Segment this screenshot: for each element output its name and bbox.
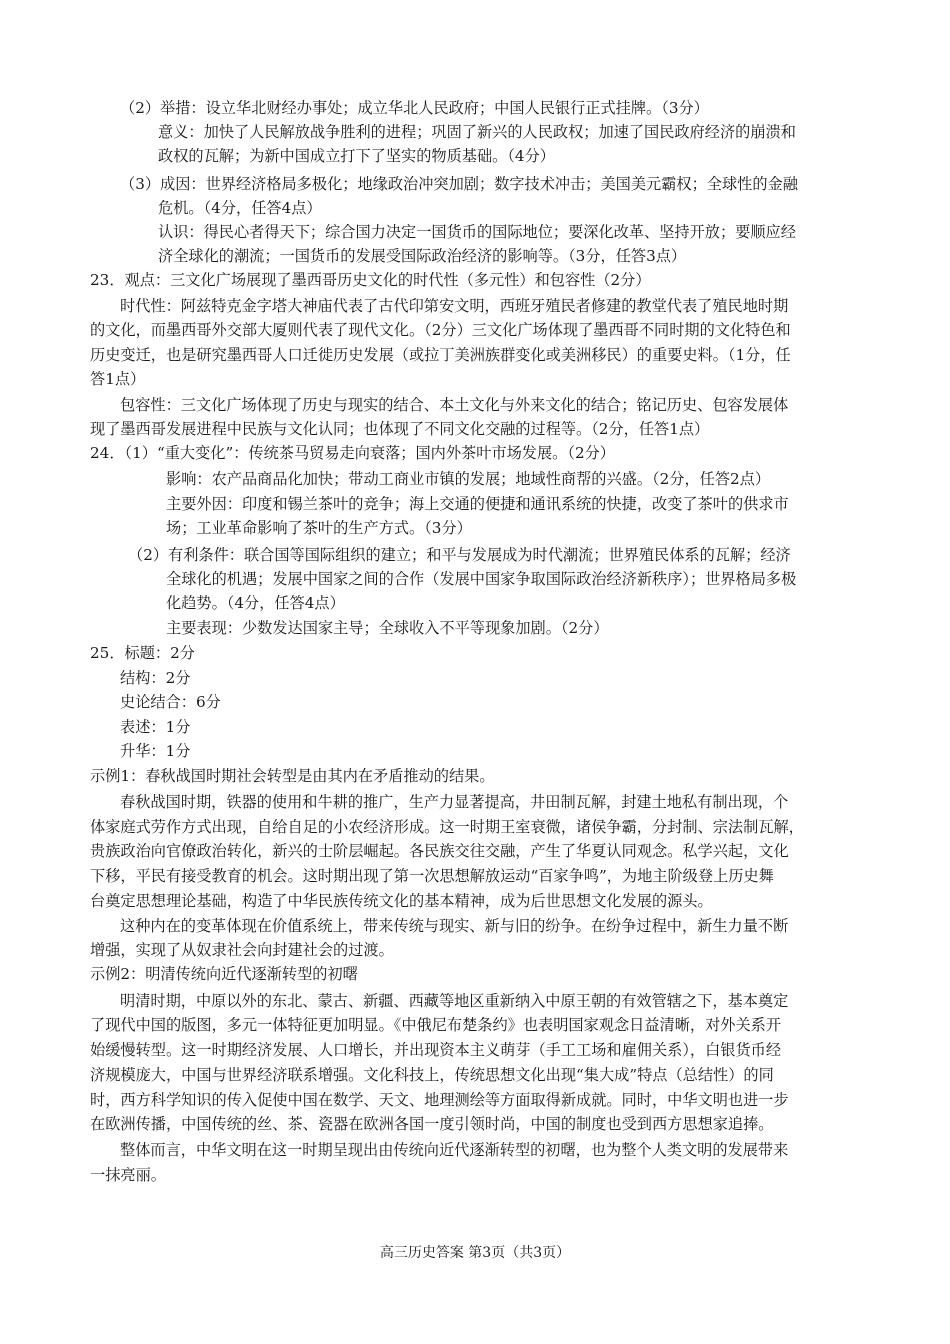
text-line: 济全球化的潮流；一国货币的发展受国际政治经济的影响等。（3分，任答3点） <box>158 247 687 265</box>
text-line: 23．观点：三文化广场展现了墨西哥历史文化的时代性（多元性）和包容性（2分） <box>90 271 651 289</box>
text-line: 答1点） <box>90 370 146 388</box>
text-line: 整体而言，中华文明在这一时期呈现出由传统向近代逐渐转型的初曙，也为整个人类文明的发展带来 <box>120 1141 789 1159</box>
text-line: 时代性：阿兹特克金字塔大神庙代表了古代印第安文明，西班牙殖民者修建的教堂代表了殖民地时期 <box>120 297 789 315</box>
text-line: 明清时期，中原以外的东北、蒙古、新疆、西藏等地区重新纳入中原王朝的有效管辖之下，基本奠定 <box>120 992 789 1010</box>
text-line: 表述：1分 <box>120 718 191 736</box>
text-line: 化趋势。（4分，任答4点） <box>166 594 345 612</box>
text-line: （3）成因：世界经济格局多极化；地缘政治冲突加剧；数字技术冲击；美国美元霸权；全球性的金融 <box>120 175 798 193</box>
text-line: （2）举措：设立华北财经办事处；成立华北人民政府；中国人民银行正式挂牌。（3分） <box>120 99 709 117</box>
text-line: 下移，平民有接受教育的机会。这时期出现了第一次思想解放运动“百家争鸣”，为地主阶级登上历史舞 <box>90 867 774 885</box>
text-line: 这种内在的变革体现在价值系统上，带来传统与现实、新与旧的纷争。在纷争过程中，新生力量不断 <box>120 917 789 935</box>
text-line: 始缓慢转型。这一时期经济发展、人口增长，并出现资本主义萌芽（手工工场和雇佣关系），白银货币经 <box>90 1041 782 1059</box>
text-line: 影响：农产品商品化加快；带动工商业市镇的发展；地域性商帮的兴盛。（2分，任答2点） <box>166 470 771 488</box>
text-line: 增强，实现了从奴隶社会向封建社会的过渡。 <box>90 941 394 959</box>
text-line: 意义：加快了人民解放战争胜利的进程；巩固了新兴的人民政权；加速了国民政府经济的崩溃和 <box>158 123 796 141</box>
text-line: 时，西方科学知识的传入促使中国在数学、天文、地理测绘等方面取得新成就。同时，中华文明也进一步 <box>90 1091 789 1109</box>
text-line: （2）有利条件：联合国等国际组织的建立；和平与发展成为时代潮流；世界殖民体系的瓦解；经济 <box>128 546 791 564</box>
text-line: 历史变迁，也是研究墨西哥人口迁徙历史发展（或拉丁美洲族群变化或美洲移民）的重要史料。（1分，任 <box>90 346 791 364</box>
text-line: 现了墨西哥发展进程中民族与文化认同；也体现了不同文化交融的过程等。（2分，任答1点） <box>90 420 710 438</box>
text-line: 结构：2分 <box>120 669 191 687</box>
text-line: 25．标题：2分 <box>90 644 195 662</box>
text-line: 春秋战国时期，铁器的使用和牛耕的推广，生产力显著提高，井田制瓦解，封建土地私有制出现，个 <box>120 793 789 811</box>
text-line: 了现代中国的版图，多元一体特征更加明显。《中俄尼布楚条约》也表明国家观念日益清晰，对外关系开 <box>90 1016 782 1034</box>
text-line: 示例1：春秋战国时期社会转型是由其内在矛盾推动的结果。 <box>90 767 495 785</box>
text-line: 示例2：明清传统向近代逐渐转型的初曙 <box>90 965 358 983</box>
text-line: 主要外因：印度和锡兰茶叶的竞争；海上交通的便捷和通讯系统的快捷，改变了茶叶的供求市 <box>166 495 789 513</box>
text-line: 危机。（4分，任答4点） <box>158 199 322 217</box>
page-footer: 高三历史答案 第3页（共3页） <box>379 1245 571 1261</box>
text-line: 史论结合：6分 <box>120 693 221 711</box>
text-line: 24．（1）“重大变化”：传统茶马贸易走向衰落；国内外茶叶市场发展。（2分） <box>90 444 615 462</box>
text-line: 在欧洲传播，中国传统的丝、茶、瓷器在欧洲各国一度引领时尚，中国的制度也受到西方思想家追捧。 <box>90 1115 774 1133</box>
text-line: 台奠定思想理论基础，构造了中华民族传统文化的基本精神，成为后世思想文化发展的源头。 <box>90 892 713 910</box>
text-line: 的文化，而墨西哥外交部大厦则代表了现代文化。（2分）三文化广场体现了墨西哥不同时期的文化特色和 <box>90 321 791 339</box>
text-line: 场；工业革命影响了茶叶的生产方式。（3分） <box>166 519 472 537</box>
text-line: 贵族政治向官僚政治转化，新兴的士阶层崛起。各民族交往交融，产生了华夏认同观念。私学兴起，文化 <box>90 842 789 860</box>
text-line: 一抹亮丽。 <box>90 1166 166 1184</box>
text-line: 主要表现：少数发达国家主导；全球收入不平等现象加剧。（2分） <box>166 619 609 637</box>
text-line: 济规模庞大，中国与世界经济联系增强。文化科技上，传统思想文化出现“集大成”特点（总结性）的同 <box>90 1066 774 1084</box>
text-line: 包容性：三文化广场体现了历史与现实的结合、本土文化与外来文化的结合；铭记历史、包容发展体 <box>120 396 789 414</box>
text-line: 政权的瓦解；为新中国成立打下了坚实的物质基础。（4分） <box>158 147 555 165</box>
text-line: 体家庭式劳作方式出现，自给自足的小农经济形成。这一时期王室衰微，诸侯争霸，分封制、宗法制瓦解， <box>90 818 804 836</box>
text-line: 认识：得民心者得天下；综合国力决定一国货币的国际地位；要深化改革、坚持开放；要顺应经 <box>158 223 796 241</box>
text-line: 升华：1分 <box>120 742 191 760</box>
text-line: 全球化的机遇；发展中国家之间的合作（发展中国家争取国际政治经济新秩序）；世界格局多极 <box>166 570 797 588</box>
